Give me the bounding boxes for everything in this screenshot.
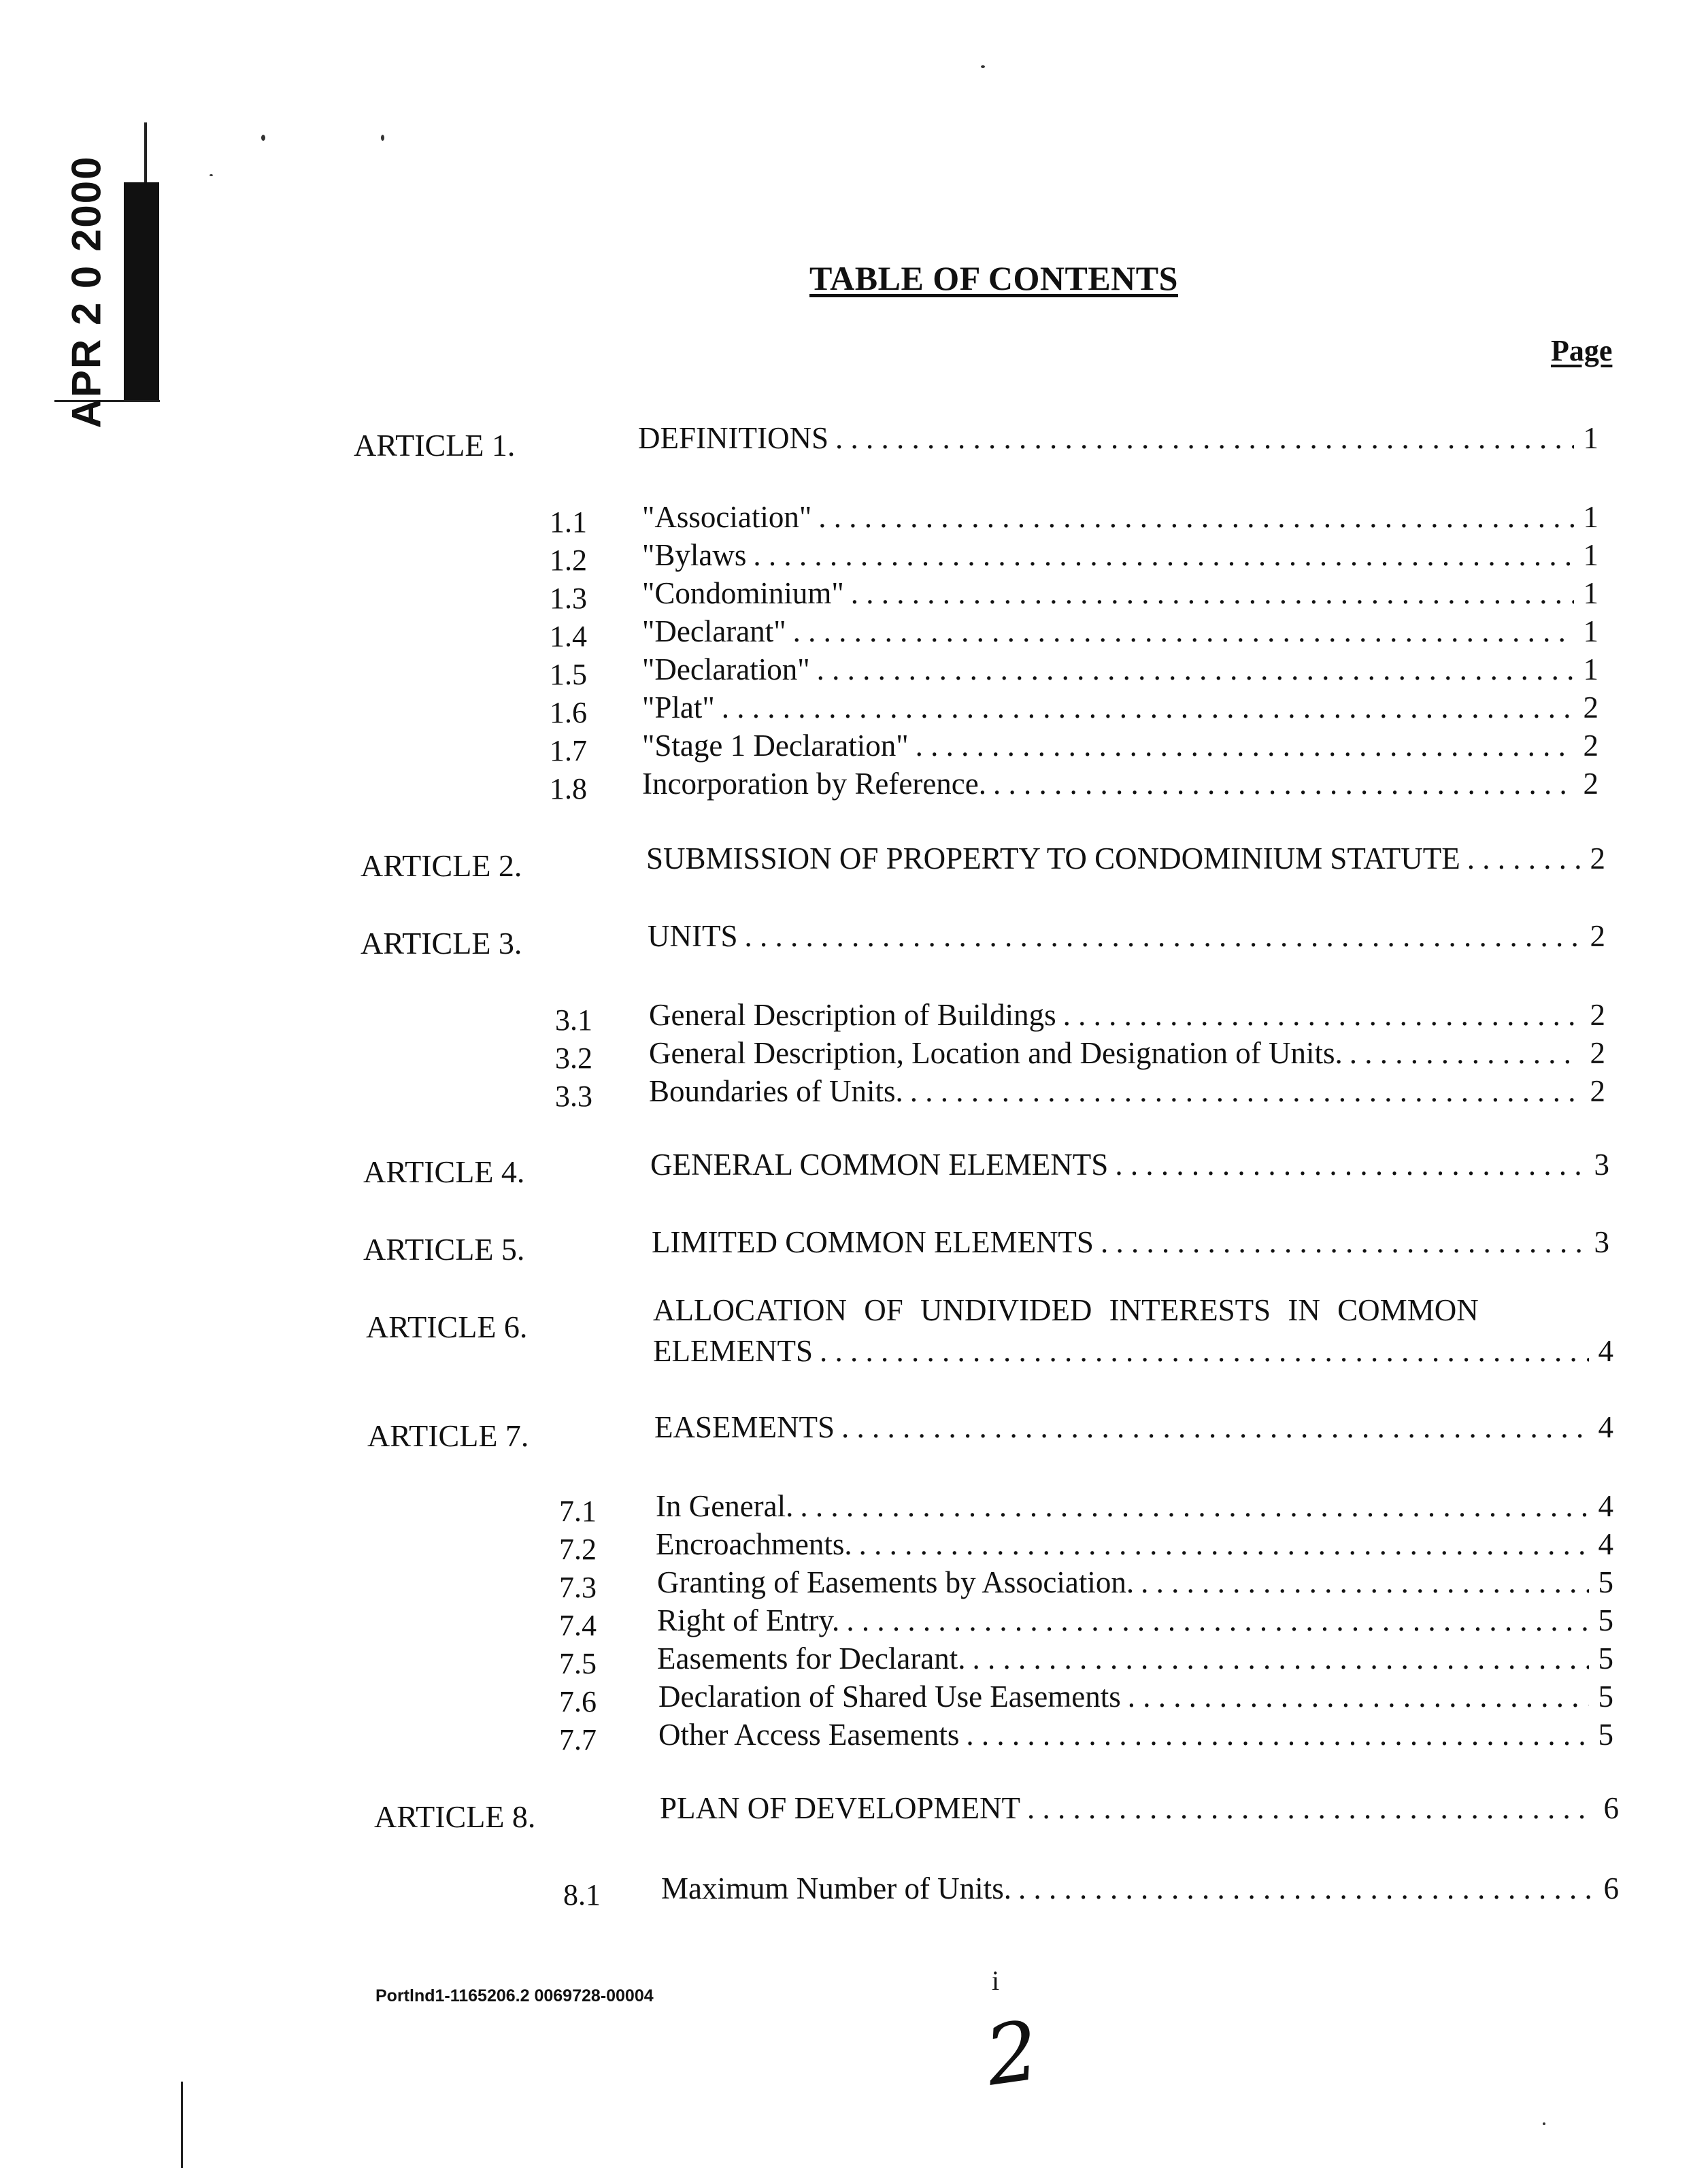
toc-section-entry [642,652,1598,687]
toc-section-entry [649,1035,1605,1071]
toc-section-entry [642,614,1598,649]
dot-leader [993,766,1574,801]
toc-entry-text: LIMITED COMMON ELEMENTS [652,1225,1094,1259]
dot-leader [1128,1679,1589,1714]
toc-section-number: 7.1 [559,1495,597,1528]
toc-section-entry [656,1488,1613,1524]
toc-section-number: 1.4 [550,620,587,653]
toc-section-entry [649,1073,1605,1109]
toc-section-entry [642,690,1598,725]
toc-section-number: 7.7 [559,1723,597,1756]
toc-section-number: 7.3 [559,1571,597,1604]
toc-section-number: 1.5 [550,658,587,691]
toc-section-number: 1.6 [550,696,587,729]
toc-entry-text: Encroachments. [656,1527,852,1561]
toc-section-entry [658,1717,1613,1752]
toc-entry-page: 2 [1583,690,1598,724]
date-stamp [46,155,127,429]
dot-leader [793,614,1574,649]
toc-section-number: 1.2 [550,544,587,577]
toc-entry-text: General Description, Location and Designation of Units. [649,1036,1343,1070]
toc-entry-text: "Plat" [642,690,715,724]
toc-section-number: 7.2 [559,1533,597,1566]
toc-entry-text: "Bylaws [642,538,747,572]
dot-leader [1350,1035,1581,1071]
dot-leader [817,652,1574,687]
toc-entry-page: 2 [1590,998,1605,1032]
toc-entry-text: GENERAL COMMON ELEMENTS [650,1148,1109,1182]
toc-article-entry [650,1147,1609,1182]
toc-article-entry [638,420,1598,456]
toc-entry-page: 2 [1583,767,1598,801]
handwritten-page-mark: 2 [979,2003,1045,2105]
dot-leader [910,1073,1581,1109]
dot-leader [722,690,1574,725]
toc-section-number: 1.3 [550,582,587,615]
toc-entry-text: PLAN OF DEVELOPMENT [660,1791,1021,1825]
toc-section-entry [657,1603,1613,1638]
toc-entry-text: Boundaries of Units. [649,1074,903,1108]
toc-section-entry [656,1527,1613,1562]
toc-entry-page: 4 [1598,1410,1613,1444]
toc-article-entry [646,841,1605,876]
stamp-bar [124,182,159,401]
scan-speck [261,135,265,141]
toc-article-entry [660,1790,1619,1826]
toc-entry-text: "Association" [642,500,812,534]
toc-article-label: ARTICLE 4. [363,1154,525,1189]
toc-entry-text: In General. [656,1489,794,1523]
toc-section-entry [658,1679,1613,1714]
scan-speck [210,174,213,176]
toc-article-entry-line2 [653,1333,1613,1369]
dot-leader [818,499,1574,535]
toc-section-number: 3.1 [555,1003,592,1037]
toc-section-entry [657,1565,1613,1600]
toc-entry-page: 5 [1598,1680,1613,1714]
toc-entry-text: General Description of Buildings [649,998,1056,1032]
toc-article-label: ARTICLE 3. [361,926,522,961]
toc-article-entry [648,918,1605,954]
toc-entry-text: "Declarant" [642,614,786,648]
toc-entry-text: Easements for Declarant. [657,1641,966,1675]
dot-leader [1018,1871,1594,1906]
dot-leader [745,918,1581,954]
toc-section-number: 7.4 [559,1609,597,1642]
dot-leader [973,1641,1589,1676]
scan-speck [1543,2122,1545,2125]
toc-entry-text: "Condominium" [642,576,844,610]
toc-entry-page: 1 [1583,538,1598,572]
toc-entry-page: 5 [1598,1641,1613,1675]
dot-leader [835,420,1574,456]
page-number: i [992,1965,1000,1996]
dot-leader [1115,1147,1585,1182]
toc-section-entry [642,576,1598,611]
toc-entry-text: "Declaration" [642,652,810,686]
document-code: Portlnd1-1165206.2 0069728-00004 [375,1986,654,2005]
dot-leader [1063,997,1581,1033]
toc-article-label: ARTICLE 2. [361,848,522,883]
toc-article-label: ARTICLE 1. [354,428,516,463]
toc-article-entry-line1 [653,1293,1479,1328]
toc-entry-page: 1 [1583,576,1598,610]
toc-entry-page: 3 [1594,1148,1609,1182]
toc-entry-text: Incorporation by Reference. [642,767,987,801]
toc-section-number: 7.6 [559,1685,597,1718]
toc-entry-text: Right of Entry. [657,1603,840,1637]
toc-section-entry [657,1641,1613,1676]
date-stamp-text: APR 2 0 2000 [63,155,110,429]
toc-entry-text: ALLOCATION OF UNDIVIDED INTERESTS IN COMMON [653,1293,1479,1327]
dot-leader [1141,1565,1589,1600]
margin-rule [181,2082,183,2168]
dot-leader [916,728,1574,763]
toc-entry-page: 5 [1598,1718,1613,1752]
toc-article-label: ARTICLE 6. [366,1310,528,1344]
toc-entry-page: 1 [1583,500,1598,534]
toc-entry-page: 4 [1598,1527,1613,1561]
page-title: TABLE OF CONTENTS [809,259,1178,297]
toc-entry-page: 1 [1583,652,1598,686]
toc-entry-text: UNITS [648,919,738,953]
toc-entry-text: "Stage 1 Declaration" [642,729,909,763]
toc-entry-page: 5 [1598,1603,1613,1637]
toc-entry-page: 1 [1583,614,1598,648]
toc-section-entry [642,537,1598,573]
scan-speck [981,65,985,68]
toc-article-entry [652,1224,1609,1260]
dot-leader [1027,1790,1594,1826]
toc-section-number: 1.7 [550,734,587,767]
scan-speck [381,135,384,141]
toc-entry-page: 4 [1598,1489,1613,1523]
toc-section-number: 1.8 [550,772,587,805]
page-column-header: Page [1551,334,1613,367]
toc-entry-text: Other Access Easements [658,1718,960,1752]
toc-entry-page: 6 [1603,1871,1619,1905]
dot-leader [1101,1224,1585,1260]
toc-section-entry [642,499,1598,535]
dot-leader [820,1333,1589,1369]
toc-entry-text: DEFINITIONS [638,421,828,455]
toc-article-label: ARTICLE 5. [363,1232,525,1267]
toc-article-entry [654,1410,1613,1445]
toc-entry-page: 2 [1590,919,1605,953]
dot-leader [800,1488,1589,1524]
dot-leader [753,537,1574,573]
toc-entry-page: 2 [1583,729,1598,763]
dot-leader [1467,841,1581,876]
toc-section-number: 3.3 [555,1080,592,1113]
dot-leader [841,1410,1589,1445]
toc-article-label: ARTICLE 8. [374,1799,536,1834]
toc-entry-page: 2 [1590,1036,1605,1070]
dot-leader [846,1603,1589,1638]
dot-leader [966,1717,1589,1752]
toc-entry-page: 5 [1598,1565,1613,1599]
toc-article-label: ARTICLE 7. [367,1418,529,1453]
toc-section-entry [642,766,1598,801]
toc-entry-page: 6 [1603,1791,1619,1825]
dot-leader [859,1527,1589,1562]
toc-entry-text: SUBMISSION OF PROPERTY TO CONDOMINIUM STATUTE [646,841,1460,875]
toc-section-entry [642,728,1598,763]
toc-section-number: 8.1 [563,1878,601,1912]
toc-entry-text-continued: ELEMENTS [653,1334,813,1368]
toc-section-number: 1.1 [550,505,587,539]
toc-entry-page: 1 [1583,421,1598,455]
toc-entry-text: EASEMENTS [654,1410,835,1444]
toc-section-number: 3.2 [555,1041,592,1075]
toc-entry-page: 4 [1598,1334,1613,1368]
toc-entry-page: 2 [1590,1074,1605,1108]
dot-leader [851,576,1574,611]
toc-section-number: 7.5 [559,1647,597,1680]
toc-entry-text: Maximum Number of Units. [661,1871,1011,1905]
toc-section-entry [661,1871,1619,1906]
toc-entry-text: Granting of Easements by Association. [657,1565,1135,1599]
toc-entry-page: 2 [1590,841,1605,875]
toc-entry-page: 3 [1594,1225,1609,1259]
toc-entry-text: Declaration of Shared Use Easements [658,1680,1121,1714]
toc-section-entry [649,997,1605,1033]
